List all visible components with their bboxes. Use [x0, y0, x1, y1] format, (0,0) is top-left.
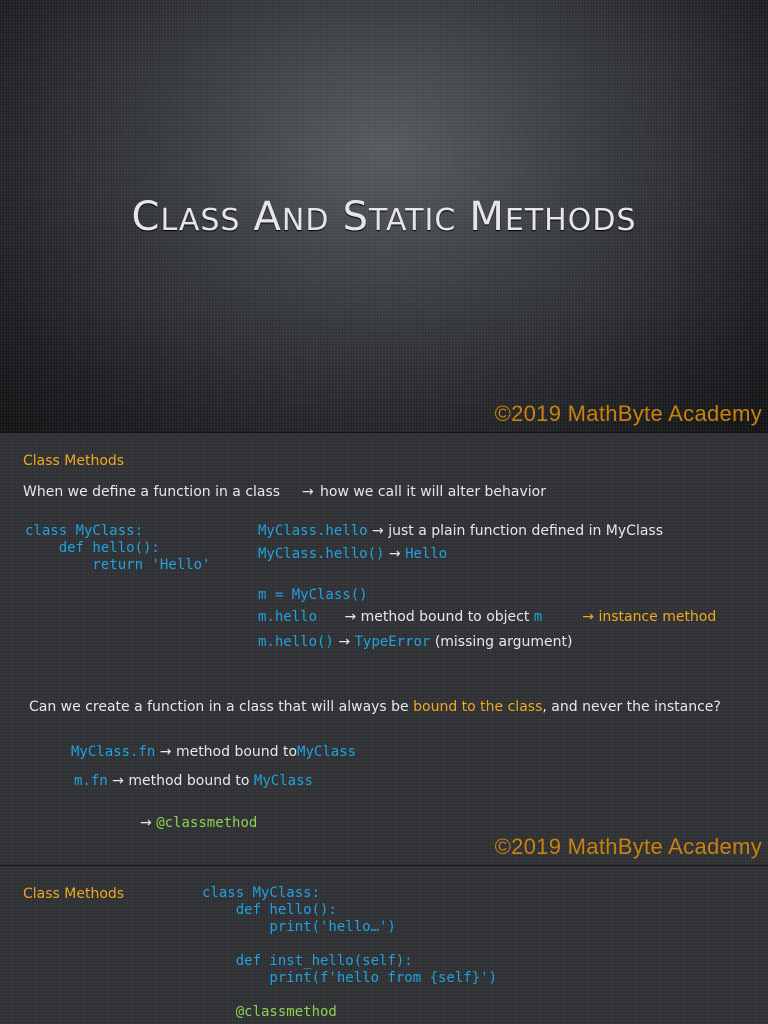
- title-word: AND: [253, 194, 330, 240]
- note-code: MyClass.hello(): [258, 546, 385, 562]
- arrow-icon: →: [344, 609, 357, 625]
- title-word: CLASS: [131, 194, 241, 240]
- note-line-3: [258, 609, 716, 625]
- intro-arrow: →: [302, 484, 314, 500]
- note-code: m.hello: [258, 609, 318, 625]
- code-line: @classmethod: [202, 1004, 337, 1020]
- arrow-icon: →: [582, 609, 594, 625]
- intro-right-text: how we call it will alter behavior: [320, 484, 546, 500]
- note-object: m: [533, 609, 543, 625]
- question-pre: Can we create a function in a class that will always be: [29, 699, 409, 715]
- decorator-line: [140, 815, 257, 831]
- arrow-icon: →: [159, 744, 172, 760]
- question-post: , and never the instance?: [542, 699, 721, 715]
- code-line: class MyClass:: [202, 885, 321, 901]
- code-line: return 'Hello': [25, 557, 211, 573]
- note-line-2: [258, 546, 447, 562]
- arrow-icon: →: [338, 634, 351, 650]
- note-text: (missing argument): [434, 634, 573, 650]
- arrow-icon: →: [112, 773, 124, 789]
- question-text: [29, 699, 721, 715]
- fn-target: MyClass: [297, 744, 357, 760]
- intro-left-text: When we define a function in a class: [23, 484, 281, 500]
- fn-code: MyClass.fn: [71, 744, 156, 760]
- code-line: def hello():: [25, 540, 160, 556]
- fn-line-2: [74, 773, 313, 789]
- title-slide: [0, 0, 768, 432]
- fn-text: method bound to: [175, 744, 298, 760]
- code-line: print('hello…'): [202, 919, 396, 935]
- title-word: STATIC: [342, 194, 457, 240]
- copyright-text: ©2019 MathByte Academy: [494, 401, 762, 426]
- decorator-code: @classmethod: [156, 815, 258, 831]
- fn-code: m.fn: [74, 773, 108, 789]
- fn-line-1: [71, 744, 356, 760]
- fn-text: method bound to: [128, 773, 250, 789]
- code-line: def hello():: [202, 902, 337, 918]
- note-result: Hello: [405, 546, 448, 562]
- code-line: class MyClass:: [25, 523, 144, 539]
- note-code: m.hello(): [258, 634, 334, 650]
- slide-heading: Class Methods: [23, 453, 125, 469]
- arrow-icon: →: [388, 546, 401, 562]
- note-error: TypeError: [354, 634, 431, 650]
- code-line: def inst_hello(self):: [202, 953, 413, 969]
- fn-target: MyClass: [253, 773, 313, 789]
- class-methods-slide-2: [0, 866, 768, 1024]
- class-methods-slide: [0, 433, 768, 865]
- note-line-4: [258, 634, 572, 650]
- title-word: METHODS: [469, 194, 637, 240]
- arrow-icon: →: [140, 815, 152, 831]
- note-line-1: [258, 523, 663, 539]
- slide-heading: Class Methods: [23, 886, 125, 902]
- note-code: MyClass.hello: [258, 523, 368, 539]
- note-text: method bound to object: [360, 609, 530, 625]
- question-highlight: bound to the class: [413, 699, 543, 715]
- slide-title: [0, 194, 768, 240]
- copyright-text: ©2019 MathByte Academy: [494, 834, 762, 859]
- code-line: print(f'hello from {self}'): [202, 970, 498, 986]
- note-result: instance method: [598, 609, 717, 625]
- arrow-icon: →: [372, 523, 384, 539]
- assign-line: m = MyClass(): [258, 587, 368, 603]
- note-text: just a plain function defined in MyClass: [388, 523, 664, 539]
